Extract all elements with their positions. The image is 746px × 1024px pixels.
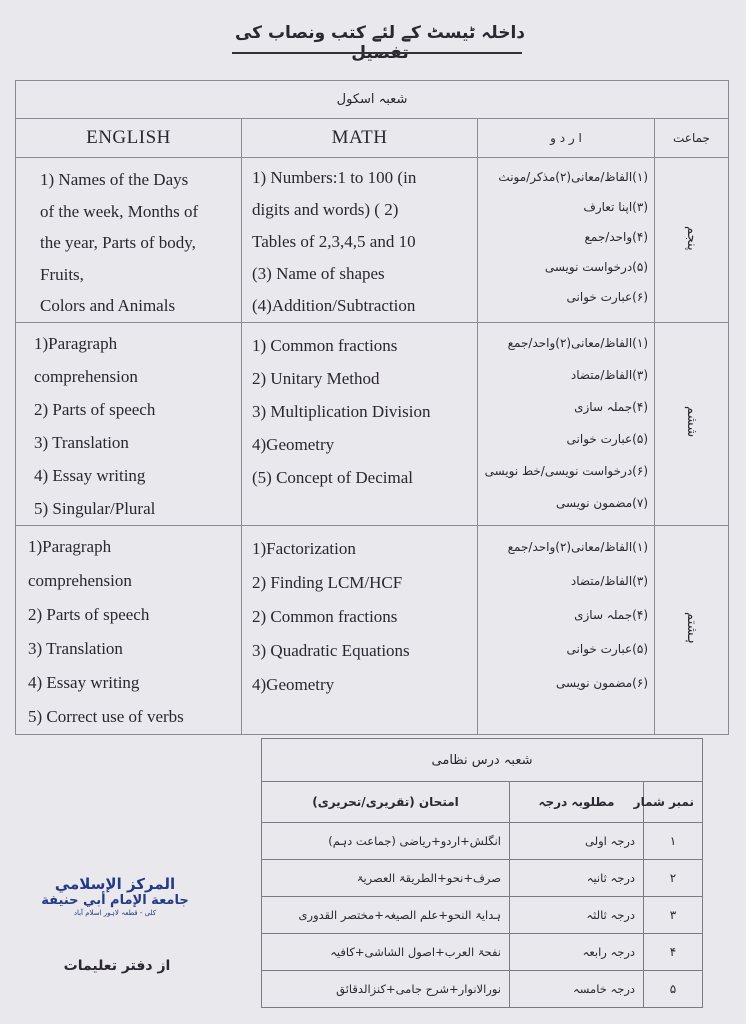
school-section-heading: شعبہ اسکول: [16, 81, 729, 119]
urdu-line: (۳)الفاظ/متضاد: [570, 368, 648, 382]
level-cell: درجہ اولی: [510, 823, 644, 860]
urdu-line: (۴)واحد/جمع: [584, 230, 648, 244]
english-line: comprehension: [34, 367, 138, 386]
english-line: of the week, Months of: [40, 201, 199, 221]
grade-cell: ششم: [655, 323, 729, 526]
stamp-line: المركز الإسلامي: [54, 875, 176, 893]
english-cell: [16, 323, 242, 526]
table-row: [16, 158, 729, 323]
level-cell: درجہ ثانیہ: [510, 860, 644, 897]
level-cell: درجہ خامسہ: [510, 971, 644, 1008]
urdu-cell: [478, 158, 655, 323]
english-line: 4) Essay writing: [34, 466, 146, 485]
urdu-line: (۴)جملہ سازی: [574, 608, 648, 622]
urdu-line: (۶)مضمون نویسی: [555, 676, 648, 690]
page-title: داخلہ ٹیسٹ کے لئے کتب ونصاب کی تفصیل: [234, 23, 526, 63]
urdu-cell: [478, 323, 655, 526]
math-column-header: MATH: [242, 119, 478, 158]
level-cell: درجہ رابعہ: [510, 934, 644, 971]
english-line: 2) Parts of speech: [28, 605, 150, 624]
level-column-header: مطلوبہ درجہ: [510, 782, 644, 823]
stamp-line: جامعة الإمام أبي حنيفة: [41, 893, 189, 908]
math-line: 3) Quadratic Equations: [252, 641, 410, 660]
grade-cell: پنجم: [655, 158, 729, 323]
math-line: (5) Concept of Decimal: [252, 468, 413, 487]
urdu-line: (۳)الفاظ/متضاد: [570, 574, 648, 588]
math-line: Tables of 2,3,4,5 and 10: [252, 232, 416, 251]
exam-column-header: امتحان (تقریری/تحریری): [262, 782, 510, 823]
math-line: 3) Multiplication Division: [252, 402, 431, 421]
table-row: [16, 526, 729, 735]
dars-section-heading: شعبہ درس نظامی: [262, 739, 703, 782]
level-cell: درجہ ثالثہ: [510, 897, 644, 934]
english-line: Fruits,: [40, 264, 84, 284]
math-line: 1) Numbers:1 to 100 (in: [252, 168, 417, 187]
math-line: 4)Geometry: [252, 675, 335, 694]
math-line: 1)Factorization: [252, 539, 356, 558]
math-cell: [242, 158, 478, 323]
grade-column-header: جماعت: [655, 119, 729, 158]
math-line: 4)Geometry: [252, 435, 335, 454]
english-line: 3) Translation: [28, 639, 123, 658]
math-line: 2) Unitary Method: [252, 369, 380, 388]
table-row: [262, 897, 703, 934]
urdu-line: (۱)الفاظ/معانی(۲)واحد/جمع: [507, 336, 648, 350]
urdu-line: (۵)درخواست نویسی: [544, 260, 648, 274]
english-line: the year, Parts of body,: [40, 233, 196, 252]
urdu-cell: [478, 526, 655, 735]
english-column-header: ENGLISH: [16, 119, 242, 158]
urdu-line: (۱)الفاظ/معانی(۲)مذکر/مونث: [498, 170, 648, 184]
english-cell: [16, 158, 242, 323]
urdu-line: (۳)اپنا تعارف: [583, 200, 648, 214]
english-line: 2) Parts of speech: [34, 400, 156, 419]
urdu-line: (۷)مضمون نویسی: [555, 496, 648, 510]
office-note: از دفتر تعلیمات: [63, 958, 171, 974]
serial-cell: ۱: [644, 823, 703, 860]
english-line: comprehension: [28, 571, 132, 590]
title-underline: [232, 52, 522, 54]
urdu-line: (۵)عبارت خوانی: [566, 642, 648, 656]
english-line: 3) Translation: [34, 433, 129, 452]
math-cell: [242, 323, 478, 526]
math-line: 1) Common fractions: [252, 336, 398, 355]
serial-cell: ۳: [644, 897, 703, 934]
english-line: 4) Essay writing: [28, 673, 140, 692]
math-line: 2) Common fractions: [252, 607, 398, 626]
exam-cell: نفحۃ العرب+اصول الشاشی+کافیہ: [262, 934, 510, 971]
english-line: 1)Paragraph: [34, 334, 118, 353]
table-row: [262, 860, 703, 897]
table-row: [262, 971, 703, 1008]
english-line: 1)Paragraph: [28, 537, 112, 556]
exam-cell: انگلش+اردو+ریاضی (جماعت دہم): [262, 823, 510, 860]
exam-cell: ہدایۃ النحو+علم الصیغہ+مختصر القدوری: [262, 897, 510, 934]
serial-cell: ۴: [644, 934, 703, 971]
math-line: (3) Name of shapes: [252, 264, 385, 283]
math-line: 2) Finding LCM/HCF: [252, 573, 403, 592]
math-line: digits and words) ( 2): [252, 200, 399, 219]
exam-cell: صرف+نحو+الطریقۃ العصریۃ: [262, 860, 510, 897]
exam-cell: نورالانوار+شرح جامی+کنزالدقائق: [262, 971, 510, 1008]
stamp-line: کلی - قطعہ لاہور اسلام آباد: [73, 909, 157, 917]
urdu-line: (۴)جملہ سازی: [574, 400, 648, 414]
serial-column-header: نمبر شمار: [644, 782, 703, 823]
school-syllabus-table: [15, 80, 729, 735]
english-line: 5) Singular/Plural: [34, 499, 156, 518]
serial-cell: ۵: [644, 971, 703, 1008]
english-cell: [16, 526, 242, 735]
math-cell: [242, 526, 478, 735]
urdu-line: (۱)الفاظ/معانی(۲)واحد/جمع: [507, 540, 648, 554]
math-line: (4)Addition/Subtraction: [252, 296, 416, 315]
urdu-line: (۶)درخواست نویسی/خط نویسی: [484, 464, 648, 478]
urdu-line: (۵)عبارت خوانی: [566, 432, 648, 446]
dars-nizami-table: [261, 738, 703, 1008]
serial-cell: ۲: [644, 860, 703, 897]
grade-cell: ہشتم: [655, 526, 729, 735]
english-line: Colors and Animals: [40, 296, 176, 315]
english-line: 1) Names of the Days: [40, 170, 189, 189]
table-row: [16, 323, 729, 526]
english-line: 5) Correct use of verbs: [28, 707, 184, 726]
urdu-line: (۶)عبارت خوانی: [566, 290, 648, 304]
urdu-column-header: ا ر د و: [478, 119, 655, 158]
institution-stamp: [40, 875, 190, 923]
table-row: [262, 934, 703, 971]
table-row: [262, 823, 703, 860]
